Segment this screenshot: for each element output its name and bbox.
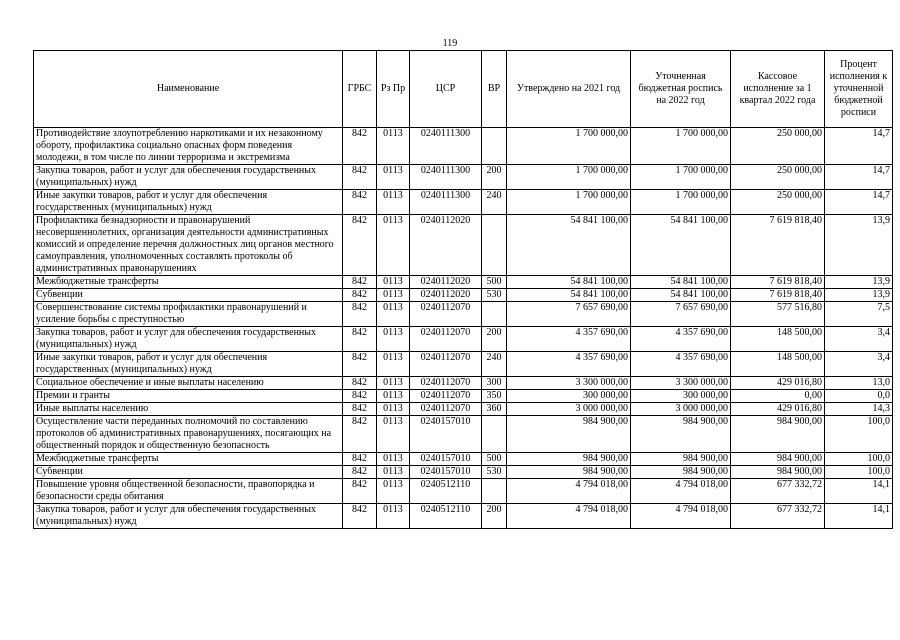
table-row bbox=[34, 504, 893, 529]
table-row bbox=[34, 352, 893, 377]
table-row bbox=[34, 190, 893, 215]
cell-vr: 300 bbox=[482, 377, 507, 390]
page-number: 119 bbox=[442, 38, 458, 49]
cell-percent: 14,7 bbox=[825, 128, 893, 165]
cell-refined: 1 700 000,00 bbox=[631, 165, 731, 190]
cell-grbs: 842 bbox=[343, 327, 377, 352]
cell-refined: 3 300 000,00 bbox=[631, 377, 731, 390]
cell-cash: 7 619 818,40 bbox=[731, 276, 825, 289]
cell-refined: 1 700 000,00 bbox=[631, 128, 731, 165]
cell-grbs: 842 bbox=[343, 504, 377, 529]
cell-csr: 0240112020 bbox=[410, 276, 482, 289]
cell-refined: 984 900,00 bbox=[631, 453, 731, 466]
cell-name: Закупка товаров, работ и услуг для обеспечения государственных (муниципальных) нужд bbox=[34, 165, 343, 190]
col-header-approved: Утверждено на 2021 год bbox=[507, 51, 631, 128]
cell-csr: 0240112070 bbox=[410, 390, 482, 403]
col-header-csr: ЦСР bbox=[410, 51, 482, 128]
cell-vr bbox=[482, 128, 507, 165]
cell-cash: 7 619 818,40 bbox=[731, 289, 825, 302]
col-header-vr: ВР bbox=[482, 51, 507, 128]
cell-csr: 0240112070 bbox=[410, 327, 482, 352]
col-header-grbs: ГРБС bbox=[343, 51, 377, 128]
cell-csr: 0240112070 bbox=[410, 352, 482, 377]
cell-percent: 0,0 bbox=[825, 390, 893, 403]
cell-approved: 300 000,00 bbox=[507, 390, 631, 403]
cell-csr: 0240157010 bbox=[410, 416, 482, 453]
cell-rzpr: 0113 bbox=[377, 390, 410, 403]
cell-vr: 200 bbox=[482, 165, 507, 190]
cell-vr: 530 bbox=[482, 289, 507, 302]
cell-csr: 0240111300 bbox=[410, 165, 482, 190]
cell-grbs: 842 bbox=[343, 190, 377, 215]
cell-percent: 14,3 bbox=[825, 403, 893, 416]
cell-refined: 4 794 018,00 bbox=[631, 504, 731, 529]
cell-percent: 13,9 bbox=[825, 289, 893, 302]
cell-csr: 0240512110 bbox=[410, 479, 482, 504]
cell-refined: 7 657 690,00 bbox=[631, 302, 731, 327]
cell-percent: 14,1 bbox=[825, 479, 893, 504]
cell-percent: 13,9 bbox=[825, 276, 893, 289]
cell-vr: 500 bbox=[482, 453, 507, 466]
cell-approved: 4 794 018,00 bbox=[507, 479, 631, 504]
cell-refined: 3 000 000,00 bbox=[631, 403, 731, 416]
cell-percent: 100,0 bbox=[825, 416, 893, 453]
cell-vr: 240 bbox=[482, 352, 507, 377]
cell-refined: 54 841 100,00 bbox=[631, 276, 731, 289]
cell-percent: 100,0 bbox=[825, 453, 893, 466]
table-row bbox=[34, 327, 893, 352]
cell-cash: 7 619 818,40 bbox=[731, 215, 825, 276]
cell-csr: 0240111300 bbox=[410, 128, 482, 165]
table-row bbox=[34, 165, 893, 190]
table-row bbox=[34, 416, 893, 453]
cell-rzpr: 0113 bbox=[377, 466, 410, 479]
table-row bbox=[34, 276, 893, 289]
cell-grbs: 842 bbox=[343, 416, 377, 453]
cell-percent: 14,7 bbox=[825, 165, 893, 190]
cell-percent: 3,4 bbox=[825, 327, 893, 352]
cell-percent: 14,7 bbox=[825, 190, 893, 215]
table-row bbox=[34, 128, 893, 165]
cell-percent: 3,4 bbox=[825, 352, 893, 377]
cell-percent: 14,1 bbox=[825, 504, 893, 529]
cell-cash: 250 000,00 bbox=[731, 165, 825, 190]
cell-vr: 360 bbox=[482, 403, 507, 416]
cell-cash: 984 900,00 bbox=[731, 466, 825, 479]
cell-grbs: 842 bbox=[343, 276, 377, 289]
cell-rzpr: 0113 bbox=[377, 190, 410, 215]
cell-grbs: 842 bbox=[343, 289, 377, 302]
cell-name: Иные закупки товаров, работ и услуг для обеспечения государственных (муниципальных) нужд bbox=[34, 190, 343, 215]
cell-grbs: 842 bbox=[343, 453, 377, 466]
cell-approved: 984 900,00 bbox=[507, 453, 631, 466]
cell-name: Субвенции bbox=[34, 289, 343, 302]
cell-grbs: 842 bbox=[343, 390, 377, 403]
cell-cash: 984 900,00 bbox=[731, 416, 825, 453]
cell-cash: 429 016,80 bbox=[731, 403, 825, 416]
cell-approved: 1 700 000,00 bbox=[507, 165, 631, 190]
col-header-rzpr: Рз Пр bbox=[377, 51, 410, 128]
cell-approved: 984 900,00 bbox=[507, 466, 631, 479]
cell-refined: 300 000,00 bbox=[631, 390, 731, 403]
cell-rzpr: 0113 bbox=[377, 479, 410, 504]
cell-approved: 54 841 100,00 bbox=[507, 215, 631, 276]
cell-rzpr: 0113 bbox=[377, 165, 410, 190]
cell-rzpr: 0113 bbox=[377, 215, 410, 276]
cell-vr: 200 bbox=[482, 504, 507, 529]
cell-name: Противодействие злоупотреблению наркотиками и их незаконному обороту, профилактика социально опасных форм поведения молодежи, в том числе по линии терроризма и экстремизма bbox=[34, 128, 343, 165]
cell-csr: 0240157010 bbox=[410, 453, 482, 466]
cell-percent: 100,0 bbox=[825, 466, 893, 479]
cell-percent: 13,0 bbox=[825, 377, 893, 390]
cell-percent: 13,9 bbox=[825, 215, 893, 276]
col-header-name: Наименование bbox=[34, 51, 343, 128]
cell-csr: 0240112070 bbox=[410, 302, 482, 327]
cell-vr: 350 bbox=[482, 390, 507, 403]
cell-approved: 7 657 690,00 bbox=[507, 302, 631, 327]
cell-name: Профилактика безнадзорности и правонарушений несовершеннолетних, организация деятельности административных комиссий и определение перечня должностных лиц органов местного самоуправления, уполномоченных составлять протоколы об административных правонарушениях bbox=[34, 215, 343, 276]
cell-csr: 0240111300 bbox=[410, 190, 482, 215]
cell-name: Иные закупки товаров, работ и услуг для обеспечения государственных (муниципальных) нужд bbox=[34, 352, 343, 377]
cell-rzpr: 0113 bbox=[377, 403, 410, 416]
cell-refined: 4 357 690,00 bbox=[631, 352, 731, 377]
cell-rzpr: 0113 bbox=[377, 453, 410, 466]
table-row bbox=[34, 377, 893, 390]
cell-approved: 4 794 018,00 bbox=[507, 504, 631, 529]
cell-rzpr: 0113 bbox=[377, 416, 410, 453]
cell-name: Межбюджетные трансферты bbox=[34, 276, 343, 289]
cell-name: Осуществление части переданных полномочий по составлению протоколов об административных правонарушениях, посягающих на общественный порядок и общественную безопасность bbox=[34, 416, 343, 453]
cell-approved: 4 357 690,00 bbox=[507, 352, 631, 377]
cell-approved: 1 700 000,00 bbox=[507, 128, 631, 165]
cell-grbs: 842 bbox=[343, 128, 377, 165]
cell-grbs: 842 bbox=[343, 479, 377, 504]
cell-refined: 984 900,00 bbox=[631, 416, 731, 453]
cell-approved: 4 357 690,00 bbox=[507, 327, 631, 352]
cell-grbs: 842 bbox=[343, 302, 377, 327]
cell-rzpr: 0113 bbox=[377, 327, 410, 352]
cell-cash: 984 900,00 bbox=[731, 453, 825, 466]
cell-grbs: 842 bbox=[343, 403, 377, 416]
cell-rzpr: 0113 bbox=[377, 352, 410, 377]
cell-csr: 0240112070 bbox=[410, 377, 482, 390]
table-row bbox=[34, 479, 893, 504]
cell-cash: 0,00 bbox=[731, 390, 825, 403]
cell-vr: 530 bbox=[482, 466, 507, 479]
table-row bbox=[34, 215, 893, 276]
cell-rzpr: 0113 bbox=[377, 289, 410, 302]
cell-cash: 429 016,80 bbox=[731, 377, 825, 390]
cell-vr bbox=[482, 479, 507, 504]
cell-name: Субвенции bbox=[34, 466, 343, 479]
table-row bbox=[34, 289, 893, 302]
cell-approved: 1 700 000,00 bbox=[507, 190, 631, 215]
cell-refined: 4 357 690,00 bbox=[631, 327, 731, 352]
col-header-refined: Уточненная бюджетная роспись на 2022 год bbox=[631, 51, 731, 128]
budget-table bbox=[33, 50, 893, 529]
cell-csr: 0240112020 bbox=[410, 289, 482, 302]
cell-grbs: 842 bbox=[343, 377, 377, 390]
cell-name: Иные выплаты населению bbox=[34, 403, 343, 416]
cell-grbs: 842 bbox=[343, 352, 377, 377]
cell-vr: 200 bbox=[482, 327, 507, 352]
cell-percent: 7,5 bbox=[825, 302, 893, 327]
cell-csr: 0240112020 bbox=[410, 215, 482, 276]
cell-cash: 677 332,72 bbox=[731, 504, 825, 529]
cell-rzpr: 0113 bbox=[377, 377, 410, 390]
cell-cash: 148 500,00 bbox=[731, 352, 825, 377]
table-row bbox=[34, 403, 893, 416]
cell-refined: 1 700 000,00 bbox=[631, 190, 731, 215]
cell-refined: 984 900,00 bbox=[631, 466, 731, 479]
cell-refined: 4 794 018,00 bbox=[631, 479, 731, 504]
cell-approved: 54 841 100,00 bbox=[507, 276, 631, 289]
cell-rzpr: 0113 bbox=[377, 276, 410, 289]
cell-name: Совершенствование системы профилактики правонарушений и усиление борьбы с преступностью bbox=[34, 302, 343, 327]
cell-cash: 577 516,80 bbox=[731, 302, 825, 327]
table-body bbox=[34, 128, 893, 529]
cell-approved: 54 841 100,00 bbox=[507, 289, 631, 302]
cell-cash: 677 332,72 bbox=[731, 479, 825, 504]
cell-approved: 3 300 000,00 bbox=[507, 377, 631, 390]
cell-cash: 250 000,00 bbox=[731, 190, 825, 215]
cell-name: Закупка товаров, работ и услуг для обеспечения государственных (муниципальных) нужд bbox=[34, 327, 343, 352]
table-row bbox=[34, 453, 893, 466]
cell-csr: 0240157010 bbox=[410, 466, 482, 479]
cell-vr bbox=[482, 416, 507, 453]
cell-vr: 500 bbox=[482, 276, 507, 289]
cell-refined: 54 841 100,00 bbox=[631, 289, 731, 302]
table-header-row bbox=[34, 51, 893, 128]
table-row bbox=[34, 390, 893, 403]
cell-refined: 54 841 100,00 bbox=[631, 215, 731, 276]
cell-cash: 250 000,00 bbox=[731, 128, 825, 165]
cell-grbs: 842 bbox=[343, 165, 377, 190]
cell-cash: 148 500,00 bbox=[731, 327, 825, 352]
cell-vr bbox=[482, 215, 507, 276]
cell-approved: 3 000 000,00 bbox=[507, 403, 631, 416]
cell-grbs: 842 bbox=[343, 215, 377, 276]
cell-rzpr: 0113 bbox=[377, 504, 410, 529]
cell-vr: 240 bbox=[482, 190, 507, 215]
table-row bbox=[34, 466, 893, 479]
cell-csr: 0240112070 bbox=[410, 403, 482, 416]
col-header-cash: Кассовое исполнение за 1 квартал 2022 года bbox=[731, 51, 825, 128]
cell-grbs: 842 bbox=[343, 466, 377, 479]
cell-rzpr: 0113 bbox=[377, 302, 410, 327]
cell-csr: 0240512110 bbox=[410, 504, 482, 529]
cell-approved: 984 900,00 bbox=[507, 416, 631, 453]
table-row bbox=[34, 302, 893, 327]
cell-rzpr: 0113 bbox=[377, 128, 410, 165]
cell-name: Премии и гранты bbox=[34, 390, 343, 403]
cell-name: Межбюджетные трансферты bbox=[34, 453, 343, 466]
col-header-percent: Процент исполнения к уточненной бюджетной росписи bbox=[825, 51, 893, 128]
cell-name: Закупка товаров, работ и услуг для обеспечения государственных (муниципальных) нужд bbox=[34, 504, 343, 529]
cell-name: Повышение уровня общественной безопасности, правопорядка и безопасности среды обитания bbox=[34, 479, 343, 504]
cell-name: Социальное обеспечение и иные выплаты населению bbox=[34, 377, 343, 390]
cell-vr bbox=[482, 302, 507, 327]
